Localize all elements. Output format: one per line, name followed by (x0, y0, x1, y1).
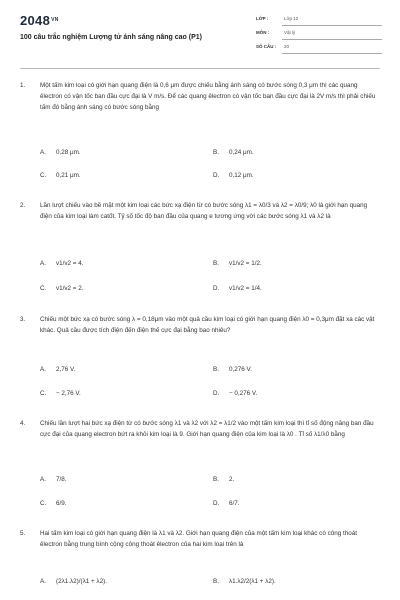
option-text: − 0,276 V. (229, 390, 258, 397)
option-text: v1/v2 = 1/2. (229, 260, 262, 267)
question-3 (20, 314, 380, 354)
option-letter: A. (40, 149, 46, 156)
option-text: (2λ1.λ2)/(λ1 + λ2). (56, 578, 107, 585)
option-text: v1/v2 = 4. (56, 260, 84, 267)
question-text: Lần lượt chiếu vào bề mặt một kim loại các bức xạ điện từ có bước sóng λ1 = λ0/3 và λ2 = λ0/9; λ0 là giới hạn quang điện của kim loại làm catốt. Tỷ số tốc độ ban đầu của quang e tương ứng với các bước sóng λ1 và λ2 là (40, 202, 368, 220)
option-3d[interactable] (213, 390, 257, 397)
option-text: − 2,76 V. (56, 390, 81, 397)
site-logo[interactable] (20, 13, 59, 28)
count-value: 20 (284, 44, 290, 49)
option-letter: D. (213, 285, 220, 292)
option-5b[interactable] (213, 578, 276, 585)
option-2d[interactable] (213, 285, 262, 292)
question-number: 5. (20, 530, 26, 537)
option-text: λ1.λ2/2(λ1 + λ2). (229, 578, 276, 585)
option-letter: B. (213, 476, 219, 483)
option-letter: B. (213, 260, 219, 267)
option-text: 0,21 μm. (56, 172, 81, 179)
option-text: 0,28 μm. (56, 149, 81, 156)
question-text: Chiếu một bức xạ có bước sóng λ = 0,18μm vào một quả cầu kim loại có giới hạn quang điện λ0 = 0,3μm đặt xa các vật khác. Quả cầu được tích điện đến điện thế cực đại bằng bao nhiêu? (40, 316, 375, 334)
option-text: v1/v2 = 2. (56, 285, 84, 292)
option-1d[interactable] (213, 172, 254, 179)
option-letter: D. (213, 390, 220, 397)
option-letter: C. (40, 285, 47, 292)
question-text: Hai tấm kim loại có giới hạn quang điện là λ1 và λ2. Giới hạn quang điện của một tấm kim loại khác có công thoát êlectron bằng trung bình cộng công thoát êlectron của hai kim loại trên là (40, 530, 357, 548)
subject-label: MÔN : (256, 30, 270, 35)
option-1b[interactable] (213, 149, 254, 156)
question-5 (20, 528, 380, 568)
document-title: 100 câu trắc nghiệm Lượng tử ánh sáng nâng cao (P1) (20, 34, 202, 41)
option-letter: B. (213, 149, 219, 156)
class-underline (282, 25, 382, 26)
option-letter: A. (40, 476, 46, 483)
option-letter: C. (40, 390, 47, 397)
question-text: Một tấm kim loại có giới hạn quang điện là 0,6 μm được chiếu bằng ánh sáng có bước sóng 0,3 μm thì các quang êlectron có vận tốc ban đầu cực đại là V m/s. Để các quang êlectron có vận tốc ban đầu cực đại là 2V m/s thì phải chiếu tấm đó bằng ánh sáng có bước sóng bằng (40, 82, 376, 111)
option-3b[interactable] (213, 366, 252, 373)
option-letter: A. (40, 366, 46, 373)
option-2b[interactable] (213, 260, 262, 267)
question-number: 2. (20, 202, 26, 209)
count-underline (282, 53, 382, 54)
option-text: 6/7. (229, 500, 240, 507)
class-value: Lớp 12 (284, 16, 299, 21)
class-label: LỚP : (256, 16, 269, 21)
logo-text: 2048 (20, 13, 51, 28)
option-text: 6/9. (56, 500, 67, 507)
option-text: v1/v2 = 1/4. (229, 285, 262, 292)
option-letter: C. (40, 172, 47, 179)
option-text: 0,24 μm. (229, 149, 254, 156)
question-4 (20, 418, 380, 458)
option-letter: D. (213, 172, 220, 179)
question-number: 1. (20, 82, 26, 89)
option-3a[interactable] (40, 366, 75, 373)
option-4d[interactable] (213, 500, 240, 507)
option-4a[interactable] (40, 476, 67, 483)
question-text: Chiếu lần lượt hai bức xạ điện từ có bước sóng λ1 và λ2 với λ2 = λ1/2 vào một tấm kim loại thì tỉ số động năng ban đầu cực đại của quang electron bứt ra khỏi kim loại là 9. Giới hạn quang điện của kim loại là λ0 . Tỉ số λ1/λ0 bằng (40, 420, 374, 438)
question-2 (20, 200, 380, 240)
option-letter: A. (40, 578, 46, 585)
subject-underline (282, 39, 382, 40)
option-2a[interactable] (40, 260, 83, 267)
header (0, 0, 400, 68)
option-1c[interactable] (40, 172, 81, 179)
option-letter: D. (213, 500, 220, 507)
option-4c[interactable] (40, 500, 67, 507)
count-label: SỐ CÂU : (256, 44, 277, 49)
option-letter: C. (40, 500, 47, 507)
option-4b[interactable] (213, 476, 234, 483)
option-5a[interactable] (40, 578, 107, 585)
option-text: 7/8. (56, 476, 67, 483)
option-1a[interactable] (40, 149, 81, 156)
question-number: 4. (20, 420, 26, 427)
option-2c[interactable] (40, 285, 83, 292)
question-1 (20, 80, 380, 130)
option-text: 0,276 V. (229, 366, 252, 373)
option-letter: B. (213, 366, 219, 373)
header-divider (20, 68, 380, 69)
option-3c[interactable] (40, 390, 81, 397)
logo-suffix: VN (51, 17, 59, 23)
option-letter: B. (213, 578, 219, 585)
option-text: 2,76 V. (56, 366, 76, 373)
question-number: 3. (20, 316, 26, 323)
subject-value: Vật lý (284, 30, 296, 35)
option-text: 2. (229, 476, 235, 483)
option-letter: A. (40, 260, 46, 267)
option-text: 0,12 μm. (229, 172, 254, 179)
